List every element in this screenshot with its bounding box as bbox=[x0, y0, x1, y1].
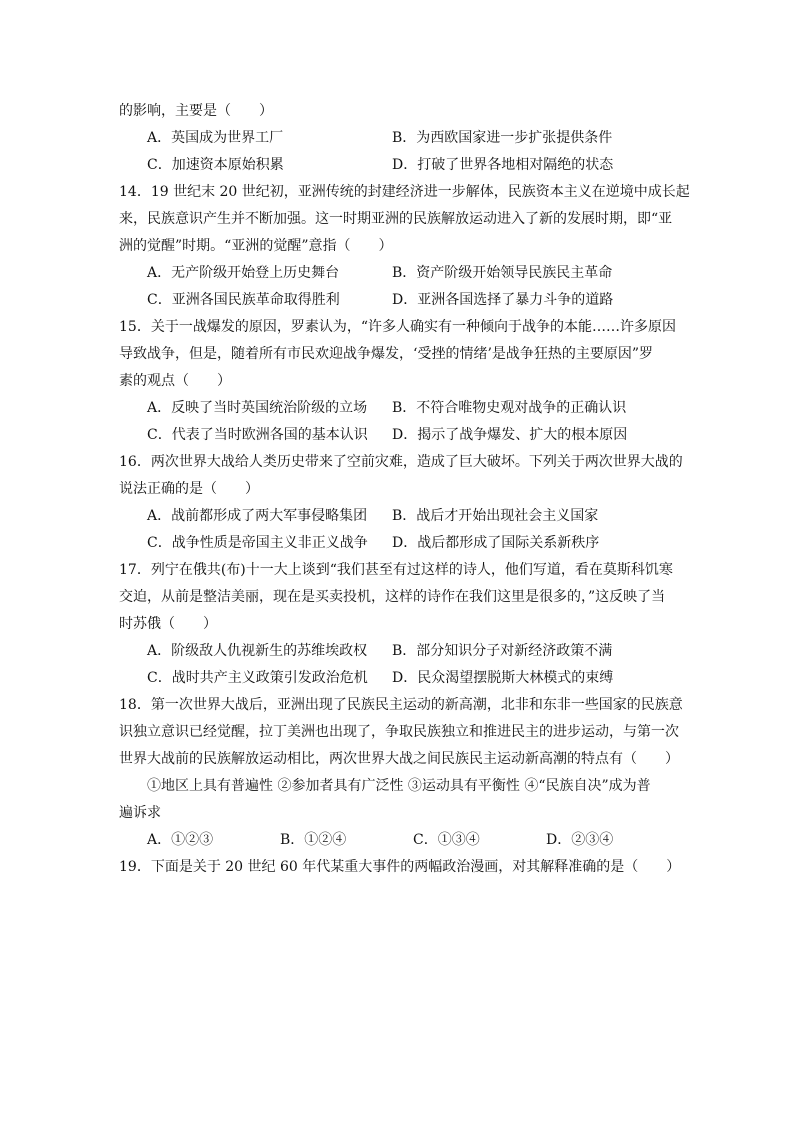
q13-option-c: C．加速资本原始积累 bbox=[147, 157, 284, 173]
q15-options-row-2 bbox=[119, 422, 679, 449]
q16-option-d: D．战后都形成了国际关系新秩序 bbox=[392, 535, 600, 551]
q13-option-a: A．英国成为世界工厂 bbox=[147, 130, 284, 146]
q14-option-a: A．无产阶级开始登上历史舞台 bbox=[147, 265, 340, 281]
q17-options-row-2 bbox=[119, 665, 679, 692]
q18-option-d: D．②③④ bbox=[546, 832, 614, 848]
q16-option-b: B．战后才开始出现社会主义国家 bbox=[392, 508, 599, 524]
q18-option-a: A．①②③ bbox=[147, 832, 214, 848]
q18-option-b: B．①②④ bbox=[280, 832, 347, 848]
q17-option-b: B．部分知识分子对新经济政策不满 bbox=[392, 643, 613, 659]
q15-option-c: C．代表了当时欧洲各国的基本认识 bbox=[147, 427, 368, 443]
q14-stem-line-3: 洲的觉醒”时期。“亚洲的觉醒”意指（ ） bbox=[119, 238, 393, 254]
question-list bbox=[119, 98, 690, 881]
q17-option-a: A．阶级敌人仇视新生的苏维埃政权 bbox=[147, 643, 368, 659]
q14-option-b: B．资产阶级开始领导民族民主革命 bbox=[392, 265, 613, 281]
q15-option-d: D．揭示了战争爆发、扩大的根本原因 bbox=[392, 427, 628, 443]
q15-option-a: A．反映了当时英国统治阶级的立场 bbox=[147, 400, 368, 416]
q14-stem-line-2: 来，民族意识产生并不断加强。这一时期亚洲的民族解放运动进入了新的发展时期，即“亚 bbox=[119, 211, 673, 227]
q15-stem-line-3: 素的观点（ ） bbox=[119, 373, 231, 389]
q18-stem-line-2: 识独立意识已经觉醒，拉丁美洲也出现了，争取民族独立和推进民主的进步运动，与第一次 bbox=[119, 724, 679, 740]
q15-stem-line-1: 15．关于一战爆发的原因，罗素认为，“许多人确实有一种倾向于战争的本能……许多原因 bbox=[119, 319, 676, 335]
q18-statements-line-1: ①地区上具有普遍性 ②参加者具有广泛性 ③运动具有平衡性 ④“民族自决”成为普 bbox=[147, 778, 651, 794]
q13-options-row-1 bbox=[119, 125, 679, 152]
q13-stem-continuation: 的影响，主要是（ ） bbox=[119, 103, 273, 119]
q15-options-row-1 bbox=[119, 395, 679, 422]
q16-options-row-1 bbox=[119, 503, 679, 530]
q14-options-row-2 bbox=[119, 287, 679, 314]
q16-stem-line-1: 16．两次世界大战给人类历史带来了空前灾难，造成了巨大破坏。下列关于两次世界大战的 bbox=[119, 454, 683, 470]
q17-option-d: D．民众渴望摆脱斯大林模式的束缚 bbox=[392, 670, 614, 686]
q17-stem-line-3: 时苏俄（ ） bbox=[119, 616, 217, 632]
q17-stem-line-2: 交迫，从前是整洁美丽，现在是买卖投机，这样的诗作在我们这里是很多的，”这反映了当 bbox=[119, 589, 666, 605]
q14-option-c: C．亚洲各国民族革命取得胜利 bbox=[147, 292, 340, 308]
q15-stem-line-2: 导致战争，但是，随着所有市民欢迎战争爆发，‘受挫的情绪’是战争狂热的主要原因”罗 bbox=[119, 346, 654, 362]
q13-option-b: B．为西欧国家进一步扩张提供条件 bbox=[392, 130, 613, 146]
q18-options-row bbox=[119, 827, 679, 854]
q18-statements-line-2: 遍诉求 bbox=[119, 805, 161, 821]
q14-option-d: D．亚洲各国选择了暴力斗争的道路 bbox=[392, 292, 614, 308]
q13-option-d: D．打破了世界各地相对隔绝的状态 bbox=[392, 157, 614, 173]
q15-option-b: B．不符合唯物史观对战争的正确认识 bbox=[392, 400, 627, 416]
q14-options-row-1 bbox=[119, 260, 679, 287]
q16-stem-line-2: 说法正确的是（ ） bbox=[119, 481, 259, 497]
q17-option-c: C．战时共产主义政策引发政治危机 bbox=[147, 670, 368, 686]
q16-option-c: C．战争性质是帝国主义非正义战争 bbox=[147, 535, 368, 551]
q14-stem-line-1: 14．19 世纪末 20 世纪初，亚洲传统的封建经济进一步解体，民族资本主义在逆境中成长起 bbox=[119, 184, 690, 200]
q18-stem-line-1: 18．第一次世界大战后，亚洲出现了民族民主运动的新高潮，北非和东非一些国家的民族意 bbox=[119, 697, 683, 713]
q18-stem-line-3: 世界大战前的民族解放运动相比，两次世界大战之间民族民主运动新高潮的特点有（ ） bbox=[119, 751, 679, 767]
q17-options-row-1 bbox=[119, 638, 679, 665]
q16-options-row-2 bbox=[119, 530, 679, 557]
q16-option-a: A．战前都形成了两大军事侵略集团 bbox=[147, 508, 368, 524]
q18-option-c: C．①③④ bbox=[413, 832, 480, 848]
q19-stem-line-1: 19．下面是关于 20 世纪 60 年代某重大事件的两幅政治漫画，对其解释准确的是（ ） bbox=[119, 859, 681, 875]
q13-options-row-2 bbox=[119, 152, 679, 179]
q17-stem-line-1: 17．列宁在俄共(布)十一大上谈到“我们甚至有过这样的诗人，他们写道，看在莫斯科饥寒 bbox=[119, 562, 673, 578]
